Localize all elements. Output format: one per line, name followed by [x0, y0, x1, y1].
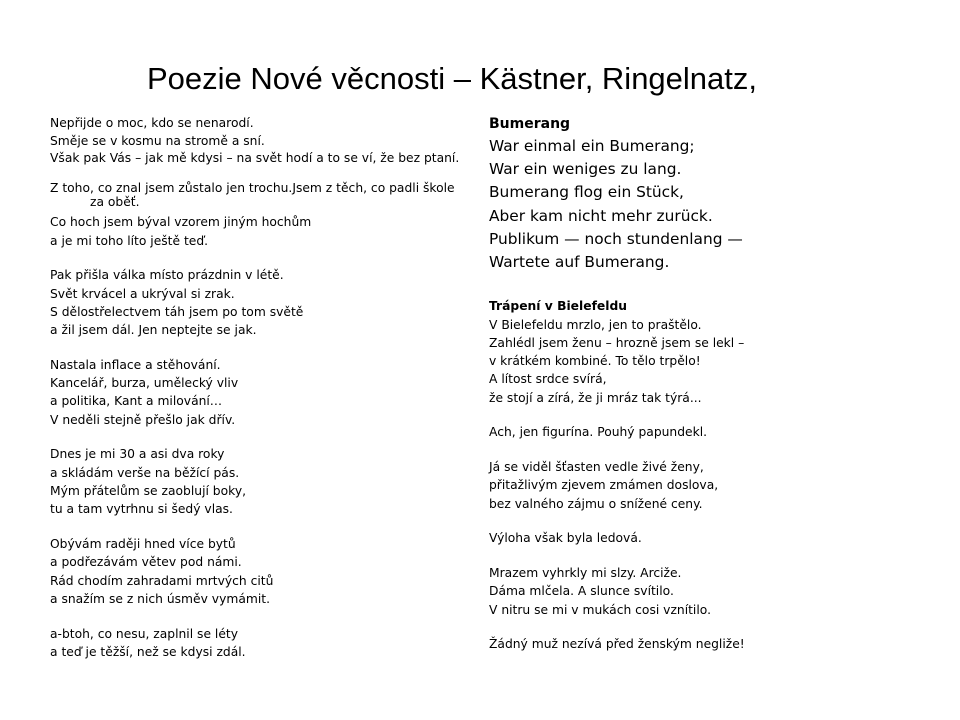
stanza-4: [50, 356, 465, 429]
poem-line: Dnes je mi 30 a asi dva roky: [50, 447, 225, 462]
poem-line: Mým přátelům se zaoblují boky,: [50, 484, 247, 499]
stanza-6: [50, 535, 465, 608]
poem-line: Svět krvácel a ukrýval si zrak.: [50, 286, 235, 301]
poem-line: že stojí a zírá, že ji mráz tak týrá...: [489, 390, 702, 405]
poem-line: Nepřijde o moc, kdo se nenarodí.: [50, 116, 254, 130]
poem-line: V Bielefeldu mrzlo, jen to praštělo.: [489, 317, 702, 332]
stanza-4: [489, 529, 929, 547]
poem-line: Kancelář, burza, umělecký vliv: [50, 376, 239, 391]
poem-line: Aber kam nicht mehr zurück.: [489, 206, 713, 225]
poem-line: Bumerang flog ein Stück,: [489, 183, 684, 202]
poem-line: War ein weniges zu lang.: [489, 160, 682, 179]
poem-line: bez valného zájmu o snížené ceny.: [489, 496, 703, 511]
poem-trapeni-v-bielefeldu: [489, 297, 929, 653]
poem-line: Rád chodím zahradami mrtvých citů: [50, 573, 274, 588]
poem-line: Mrazem vyhrkly mi slzy. Arciže.: [489, 566, 682, 581]
poem-line: Ach, jen figurína. Pouhý papundekl.: [489, 425, 708, 440]
poem-line: a politika, Kant a milování…: [50, 394, 223, 409]
poem-line: a skládám verše na běžící pás.: [50, 465, 240, 480]
poem-line: Já se viděl šťasten vedle živé ženy,: [489, 460, 704, 475]
right-poem-column: [489, 114, 929, 654]
poem-title-bumerang: Bumerang: [489, 116, 571, 132]
stanza-3: [50, 266, 465, 339]
poem-line: War einmal ein Bumerang;: [489, 137, 695, 155]
poem-line: přitažlivým zjevem zmámen doslova,: [489, 478, 719, 493]
poem-line: Zahlédl jsem ženu – hrozně jsem se lekl –: [489, 335, 745, 350]
slide-title: Poezie Nové věcnosti – Kästner, Ringelnatz,: [147, 61, 758, 96]
poem-line: Výloha však byla ledová.: [489, 531, 642, 546]
stanza-2: [489, 423, 929, 441]
stanza-1: [50, 114, 465, 165]
poem-line: a žil jsem dál. Jen neptejte se jak.: [50, 323, 257, 338]
poem-line: A lítost srdce svírá,: [489, 372, 607, 387]
poem-line: a podřezávám větev pod námi.: [50, 555, 242, 570]
stanza-5: [489, 564, 929, 619]
poem-title-trapeni: Trápení v Bielefeldu: [489, 299, 628, 314]
poem-line: Však pak Vás – jak mě kdysi – na svět hodí a to se ví, že bez ptaní.: [50, 150, 460, 165]
poem-line: Žádný muž nezívá před ženským negliže!: [489, 637, 745, 652]
poem-line: a snažím se z nich úsměv vymámit.: [50, 591, 270, 606]
poem-line: S dělostřelectvem táh jsem po tom světě: [50, 304, 304, 319]
poem-line: Nastala inflace a stěhování.: [50, 357, 221, 372]
poem-line: Wartete auf Bumerang.: [489, 253, 670, 272]
stanza-3: [489, 458, 929, 513]
stanza-1: [489, 316, 929, 407]
poem-line: a-btoh, co nesu, zaplnil se léty: [50, 626, 239, 641]
poem-line: V neděli stejně přešlo jak dřív.: [50, 412, 236, 427]
poem-line: Z toho, co znal jsem zůstalo jen trochu.Jsem z těch, co padli škole za oběť.: [50, 180, 455, 209]
poem-line: Dáma mlčela. A slunce svítilo.: [489, 584, 674, 599]
poem-line: tu a tam vytrhnu si šedý vlas.: [50, 502, 233, 517]
left-poem-column: [50, 114, 465, 661]
stanza-6: [489, 635, 929, 653]
poem-line: v krátkém kombiné. To tělo trpělo!: [489, 354, 701, 369]
stanza-5: [50, 445, 465, 518]
poem-bumerang: [489, 114, 929, 274]
poem-line: a je mi toho líto ještě teď.: [50, 233, 209, 248]
poem-line: Pak přišla válka místo prázdnin v létě.: [50, 268, 284, 283]
poem-line: Co hoch jsem býval vzorem jiným hochům: [50, 215, 312, 230]
poem-line: V nitru se mi v mukách cosi vznítilo.: [489, 602, 711, 617]
poem-line: a teď je těžší, než se kdysi zdál.: [50, 644, 246, 659]
poem-line: Obývám raději hned více bytů: [50, 537, 236, 551]
stanza-7: [50, 625, 465, 662]
stanza-2: [50, 181, 465, 250]
poem-line: Publikum — noch stundenlang —: [489, 229, 743, 248]
poem-line: Směje se v kosmu na stromě a sní.: [50, 134, 265, 149]
